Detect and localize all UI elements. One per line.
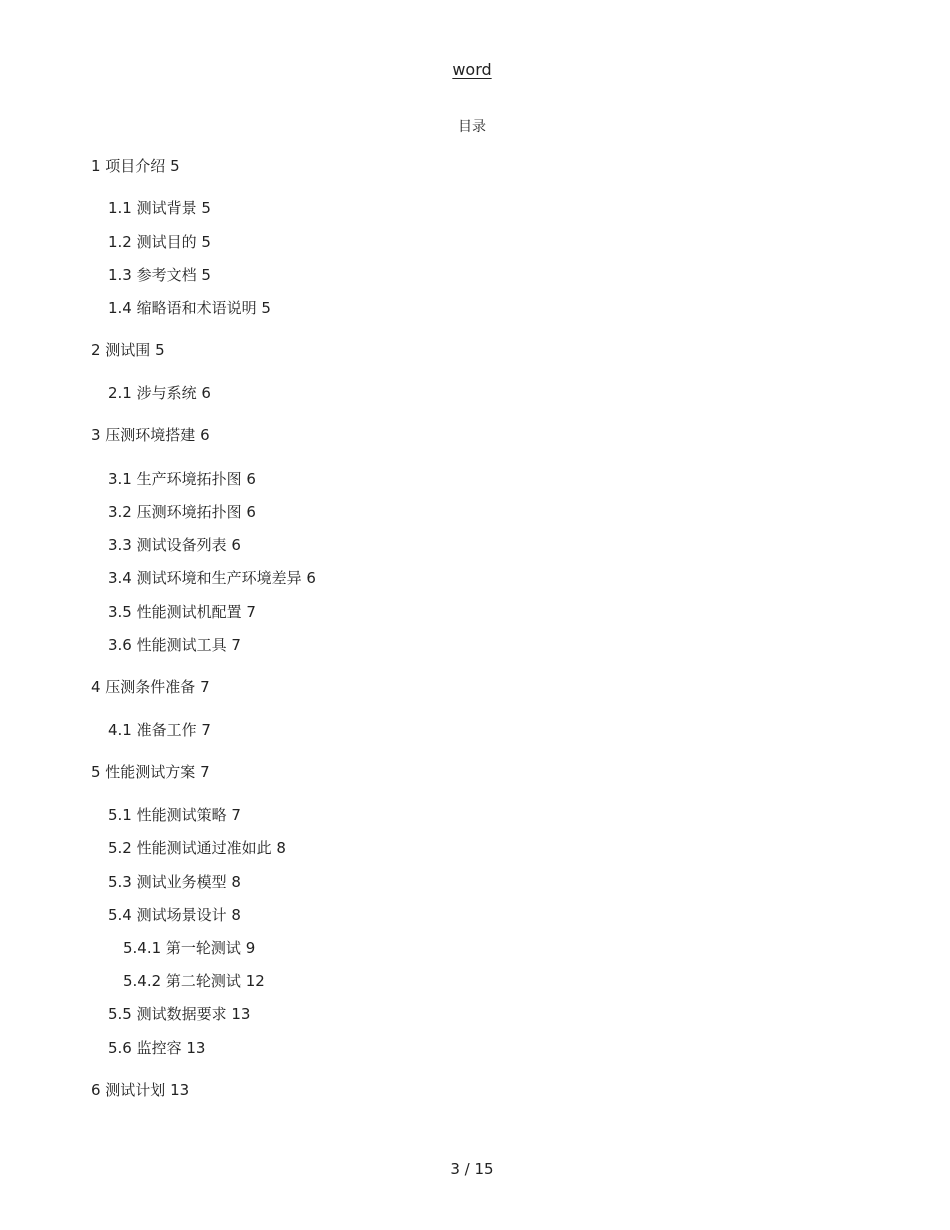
header-word-link[interactable]: word [452, 60, 492, 79]
toc-entry[interactable]: 3.3 测试设备列表 6 [108, 536, 241, 554]
toc-entry[interactable]: 3.2 压测环境拓扑图 6 [108, 503, 256, 521]
toc-entry[interactable]: 5.3 测试业务模型 8 [108, 873, 241, 891]
toc-entry[interactable]: 5.4.2 第二轮测试 12 [123, 972, 265, 990]
toc-entry[interactable]: 1.4 缩略语和术语说明 5 [108, 299, 271, 317]
toc-entry[interactable]: 3.5 性能测试机配置 7 [108, 603, 256, 621]
toc-entry[interactable]: 5.2 性能测试通过准如此 8 [108, 839, 286, 857]
toc-title: 目录 [458, 119, 486, 135]
toc-entry[interactable]: 6 测试计划 13 [91, 1081, 190, 1099]
toc-entry[interactable]: 1.3 参考文档 5 [108, 266, 211, 284]
toc-entry[interactable]: 3 压测环境搭建 6 [91, 426, 210, 444]
toc-entry[interactable]: 5.6 监控容 13 [108, 1039, 206, 1057]
toc-entry[interactable]: 3.6 性能测试工具 7 [108, 636, 241, 654]
toc-entry[interactable]: 1.2 测试目的 5 [108, 233, 211, 251]
toc-entry[interactable]: 5.4.1 第一轮测试 9 [123, 939, 256, 957]
toc-entry[interactable]: 4 压测条件准备 7 [91, 678, 210, 696]
page-number: 3 / 15 [450, 1160, 494, 1178]
toc-entry[interactable]: 1.1 测试背景 5 [108, 199, 211, 217]
toc-entry[interactable]: 2.1 涉与系统 6 [108, 384, 211, 402]
toc-entry[interactable]: 3.4 测试环境和生产环境差异 6 [108, 569, 316, 587]
toc-entry[interactable]: 1 项目介绍 5 [91, 157, 180, 175]
toc-entry[interactable]: 5.4 测试场景设计 8 [108, 906, 241, 924]
toc-entry[interactable]: 2 测试围 5 [91, 341, 165, 359]
toc-entry[interactable]: 4.1 准备工作 7 [108, 721, 211, 739]
toc-entry[interactable]: 5 性能测试方案 7 [91, 763, 210, 781]
toc-entry[interactable]: 5.5 测试数据要求 13 [108, 1005, 251, 1023]
toc-entry[interactable]: 5.1 性能测试策略 7 [108, 806, 241, 824]
toc-entry[interactable]: 3.1 生产环境拓扑图 6 [108, 470, 256, 488]
